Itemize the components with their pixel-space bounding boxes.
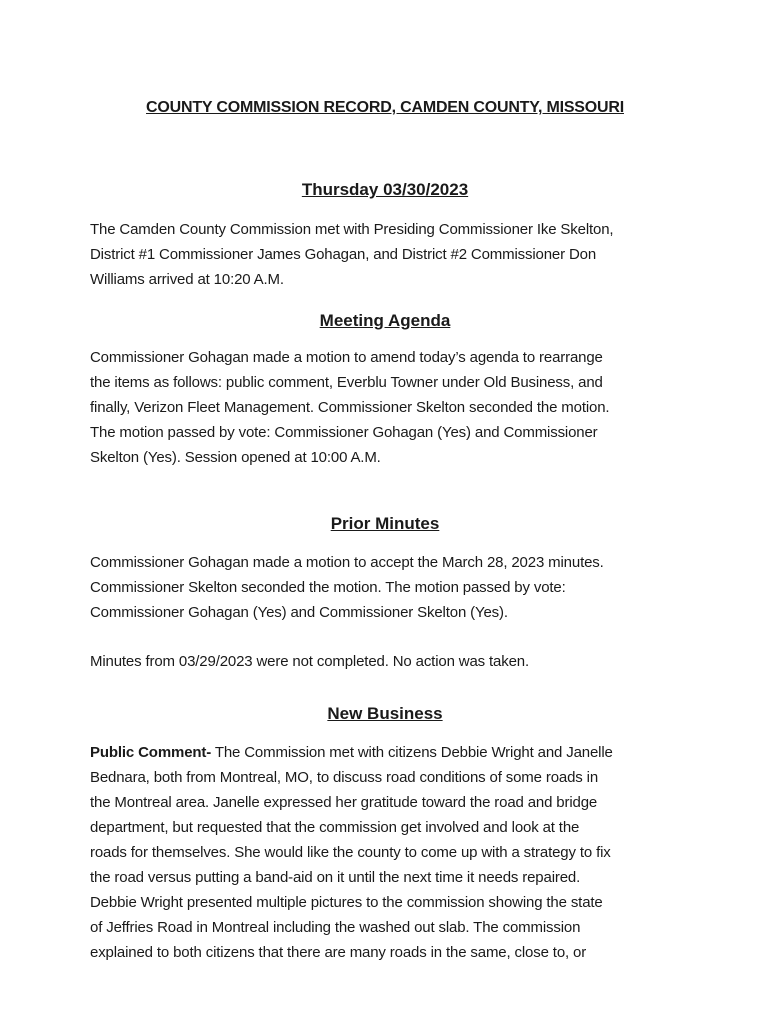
business-line: Bednara, both from Montreal, MO, to discuss road conditions of some roads in — [90, 769, 599, 786]
document-title: COUNTY COMMISSION RECORD, CAMDEN COUNTY, MISSOURI — [146, 99, 624, 116]
agenda-line: finally, Verizon Fleet Management. Commissioner Skelton seconded the motion. — [90, 399, 610, 416]
minutes-note-line: Minutes from 03/29/2023 were not completed. No action was taken. — [90, 653, 529, 670]
intro-line: Williams arrived at 10:20 A.M. — [90, 271, 284, 288]
meeting-agenda-paragraph — [90, 345, 690, 470]
business-line: roads for themselves. She would like the county to come up with a strategy to fix — [90, 844, 611, 861]
intro-line: District #1 Commissioner James Gohagan, and District #2 Commissioner Don — [90, 246, 597, 263]
business-line: explained to both citizens that there are many roads in the same, close to, or — [90, 944, 587, 961]
minutes-note — [90, 649, 690, 674]
minutes-line: Commissioner Gohagan (Yes) and Commissioner Skelton (Yes). — [90, 604, 508, 621]
prior-minutes-heading: Prior Minutes — [330, 514, 440, 533]
business-line: the Montreal area. Janelle expressed her gratitude toward the road and bridge — [90, 794, 598, 811]
business-first-line-text: The Commission met with citizens Debbie Wright and Janelle — [211, 744, 613, 761]
business-line: of Jeffries Road in Montreal including the washed out slab. The commission — [90, 919, 581, 936]
business-line: department, but requested that the commission get involved and look at the — [90, 819, 580, 836]
minutes-line: Commissioner Gohagan made a motion to accept the March 28, 2023 minutes. — [90, 554, 604, 571]
business-line: Debbie Wright presented multiple pictures to the commission showing the state — [90, 894, 603, 911]
agenda-line: The motion passed by vote: Commissioner Gohagan (Yes) and Commissioner — [90, 424, 598, 441]
business-first-line — [90, 740, 690, 765]
prior-minutes-paragraph — [90, 550, 690, 625]
public-comment-label: Public Comment- — [90, 744, 212, 761]
new-business-heading: New Business — [327, 704, 443, 723]
agenda-line: the items as follows: public comment, Everblu Towner under Old Business, and — [90, 374, 603, 391]
new-business-paragraph — [90, 740, 690, 965]
intro-paragraph — [90, 217, 690, 292]
agenda-line: Skelton (Yes). Session opened at 10:00 A.M. — [90, 449, 381, 466]
business-line: the road versus putting a band-aid on it until the next time it needs repaired. — [90, 869, 581, 886]
intro-line: The Camden County Commission met with Presiding Commissioner Ike Skelton, — [90, 221, 614, 238]
agenda-line: Commissioner Gohagan made a motion to amend today’s agenda to rearrange — [90, 349, 603, 366]
meeting-agenda-heading: Meeting Agenda — [319, 311, 451, 330]
date-heading: Thursday 03/30/2023 — [301, 180, 469, 199]
minutes-line: Commissioner Skelton seconded the motion. The motion passed by vote: — [90, 579, 566, 596]
